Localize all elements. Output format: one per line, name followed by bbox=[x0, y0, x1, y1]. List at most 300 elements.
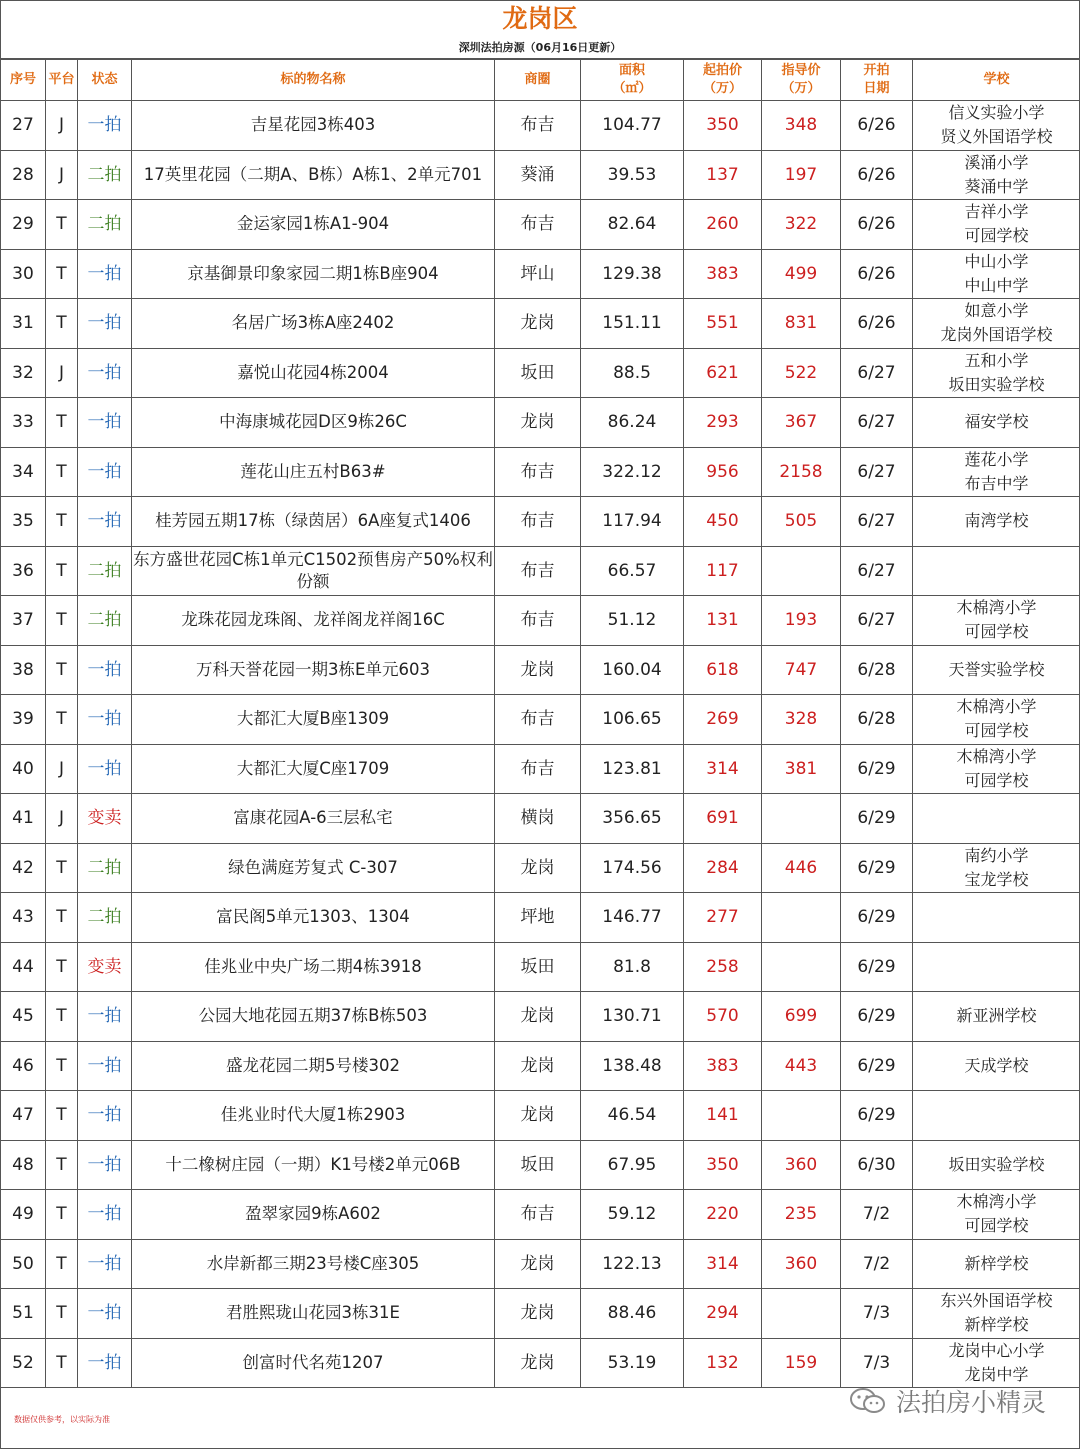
header-start-price: 起拍价 （万） bbox=[684, 60, 762, 101]
cell-date: 6/27 bbox=[841, 398, 913, 448]
cell-school: 中山小学 中山中学 bbox=[913, 249, 1080, 299]
watermark-text: 法拍房小精灵 bbox=[895, 1388, 1046, 1417]
cell-start-price: 220 bbox=[684, 1190, 762, 1240]
cell-status: 一拍 bbox=[78, 299, 132, 349]
cell-district: 龙岗 bbox=[495, 1338, 581, 1388]
cell-no: 42 bbox=[1, 843, 46, 893]
cell-status: 二拍 bbox=[78, 596, 132, 646]
frame-left bbox=[0, 0, 1, 1449]
cell-area: 123.81 bbox=[581, 744, 684, 794]
cell-name: 万科天誉花园一期3栋E单元603 bbox=[132, 645, 495, 695]
cell-platform: T bbox=[46, 992, 78, 1042]
table-row bbox=[1, 447, 1080, 497]
cell-no: 30 bbox=[1, 249, 46, 299]
cell-district: 布吉 bbox=[495, 695, 581, 745]
wechat-icon bbox=[848, 1386, 888, 1416]
header-area: 面积 （㎡） bbox=[581, 60, 684, 101]
sheet-header bbox=[0, 0, 1080, 59]
cell-name: 中海康城花园D区9栋26C bbox=[132, 398, 495, 448]
cell-start-price: 117 bbox=[684, 546, 762, 596]
cell-area: 106.65 bbox=[581, 695, 684, 745]
cell-school bbox=[913, 893, 1080, 943]
cell-school: 福安学校 bbox=[913, 398, 1080, 448]
header-district: 商圈 bbox=[495, 60, 581, 101]
cell-start-price: 618 bbox=[684, 645, 762, 695]
cell-guide-price: 522 bbox=[762, 348, 841, 398]
cell-no: 36 bbox=[1, 546, 46, 596]
cell-date: 6/29 bbox=[841, 992, 913, 1042]
cell-school: 天誉实验学校 bbox=[913, 645, 1080, 695]
cell-start-price: 277 bbox=[684, 893, 762, 943]
cell-area: 146.77 bbox=[581, 893, 684, 943]
cell-area: 104.77 bbox=[581, 101, 684, 151]
cell-guide-price: 360 bbox=[762, 1140, 841, 1190]
cell-status: 一拍 bbox=[78, 744, 132, 794]
cell-district: 坪地 bbox=[495, 893, 581, 943]
cell-name: 佳兆业时代大厦1栋2903 bbox=[132, 1091, 495, 1141]
cell-area: 88.46 bbox=[581, 1289, 684, 1339]
cell-start-price: 269 bbox=[684, 695, 762, 745]
cell-status: 一拍 bbox=[78, 249, 132, 299]
cell-start-price: 132 bbox=[684, 1338, 762, 1388]
cell-platform: T bbox=[46, 546, 78, 596]
cell-no: 32 bbox=[1, 348, 46, 398]
cell-guide-price: 699 bbox=[762, 992, 841, 1042]
cell-area: 174.56 bbox=[581, 843, 684, 893]
table-row bbox=[1, 348, 1080, 398]
cell-name: 创富时代名苑1207 bbox=[132, 1338, 495, 1388]
table-row bbox=[1, 299, 1080, 349]
cell-date: 6/29 bbox=[841, 744, 913, 794]
cell-platform: J bbox=[46, 150, 78, 200]
cell-district: 坂田 bbox=[495, 942, 581, 992]
table-row bbox=[1, 1289, 1080, 1339]
cell-school: 五和小学 坂田实验学校 bbox=[913, 348, 1080, 398]
cell-start-price: 258 bbox=[684, 942, 762, 992]
cell-status: 一拍 bbox=[78, 645, 132, 695]
cell-date: 6/27 bbox=[841, 596, 913, 646]
cell-district: 坂田 bbox=[495, 1140, 581, 1190]
cell-no: 40 bbox=[1, 744, 46, 794]
cell-school: 溪涌小学 葵涌中学 bbox=[913, 150, 1080, 200]
cell-guide-price: 348 bbox=[762, 101, 841, 151]
cell-no: 38 bbox=[1, 645, 46, 695]
cell-district: 龙岗 bbox=[495, 299, 581, 349]
cell-status: 一拍 bbox=[78, 1190, 132, 1240]
cell-status: 二拍 bbox=[78, 546, 132, 596]
cell-school bbox=[913, 546, 1080, 596]
cell-status: 一拍 bbox=[78, 497, 132, 547]
cell-no: 33 bbox=[1, 398, 46, 448]
cell-school: 莲花小学 布吉中学 bbox=[913, 447, 1080, 497]
cell-guide-price: 446 bbox=[762, 843, 841, 893]
cell-guide-price: 831 bbox=[762, 299, 841, 349]
table-row bbox=[1, 200, 1080, 250]
cell-name: 嘉悦山花园4栋2004 bbox=[132, 348, 495, 398]
cell-date: 6/26 bbox=[841, 249, 913, 299]
cell-platform: T bbox=[46, 249, 78, 299]
cell-school: 木棉湾小学 可园学校 bbox=[913, 596, 1080, 646]
cell-district: 龙岗 bbox=[495, 1289, 581, 1339]
table-row bbox=[1, 843, 1080, 893]
cell-date: 6/29 bbox=[841, 1091, 913, 1141]
cell-school: 南湾学校 bbox=[913, 497, 1080, 547]
cell-district: 龙岗 bbox=[495, 843, 581, 893]
page-title: 龙岗区 bbox=[502, 4, 578, 33]
cell-start-price: 350 bbox=[684, 1140, 762, 1190]
cell-area: 86.24 bbox=[581, 398, 684, 448]
cell-school: 龙岗中心小学 龙岗中学 bbox=[913, 1338, 1080, 1388]
cell-guide-price: 235 bbox=[762, 1190, 841, 1240]
table-row bbox=[1, 893, 1080, 943]
cell-platform: T bbox=[46, 1239, 78, 1289]
cell-platform: T bbox=[46, 695, 78, 745]
cell-district: 布吉 bbox=[495, 497, 581, 547]
table-row bbox=[1, 497, 1080, 547]
cell-platform: T bbox=[46, 497, 78, 547]
cell-status: 变卖 bbox=[78, 794, 132, 844]
table-row bbox=[1, 645, 1080, 695]
cell-guide-price: 159 bbox=[762, 1338, 841, 1388]
cell-start-price: 131 bbox=[684, 596, 762, 646]
cell-guide-price: 381 bbox=[762, 744, 841, 794]
cell-district: 龙岗 bbox=[495, 992, 581, 1042]
cell-start-price: 383 bbox=[684, 249, 762, 299]
cell-district: 龙岗 bbox=[495, 1091, 581, 1141]
cell-date: 6/27 bbox=[841, 348, 913, 398]
cell-name: 十二橡树庄园（一期）K1号楼2单元06B bbox=[132, 1140, 495, 1190]
cell-start-price: 293 bbox=[684, 398, 762, 448]
cell-name: 莲花山庄五村B63# bbox=[132, 447, 495, 497]
cell-no: 47 bbox=[1, 1091, 46, 1141]
cell-no: 29 bbox=[1, 200, 46, 250]
cell-guide-price bbox=[762, 794, 841, 844]
cell-school bbox=[913, 942, 1080, 992]
cell-name: 水岸新都三期23号楼C座305 bbox=[132, 1239, 495, 1289]
cell-area: 160.04 bbox=[581, 645, 684, 695]
table-row bbox=[1, 794, 1080, 844]
cell-status: 一拍 bbox=[78, 1289, 132, 1339]
cell-platform: T bbox=[46, 645, 78, 695]
cell-start-price: 284 bbox=[684, 843, 762, 893]
cell-guide-price bbox=[762, 1289, 841, 1339]
cell-start-price: 314 bbox=[684, 1239, 762, 1289]
cell-school bbox=[913, 794, 1080, 844]
cell-school: 坂田实验学校 bbox=[913, 1140, 1080, 1190]
cell-date: 6/27 bbox=[841, 546, 913, 596]
cell-no: 52 bbox=[1, 1338, 46, 1388]
cell-guide-price: 367 bbox=[762, 398, 841, 448]
cell-status: 二拍 bbox=[78, 200, 132, 250]
cell-platform: J bbox=[46, 794, 78, 844]
table-row bbox=[1, 992, 1080, 1042]
table-row bbox=[1, 1091, 1080, 1141]
cell-date: 7/2 bbox=[841, 1239, 913, 1289]
table-row bbox=[1, 249, 1080, 299]
cell-start-price: 551 bbox=[684, 299, 762, 349]
cell-name: 公园大地花园五期37栋B栋503 bbox=[132, 992, 495, 1042]
cell-guide-price bbox=[762, 1091, 841, 1141]
cell-platform: T bbox=[46, 1190, 78, 1240]
cell-no: 34 bbox=[1, 447, 46, 497]
cell-date: 6/29 bbox=[841, 1041, 913, 1091]
cell-status: 一拍 bbox=[78, 1140, 132, 1190]
table-row bbox=[1, 1239, 1080, 1289]
cell-area: 151.11 bbox=[581, 299, 684, 349]
cell-no: 35 bbox=[1, 497, 46, 547]
cell-guide-price bbox=[762, 942, 841, 992]
cell-start-price: 314 bbox=[684, 744, 762, 794]
cell-status: 一拍 bbox=[78, 348, 132, 398]
cell-school: 木棉湾小学 可园学校 bbox=[913, 1190, 1080, 1240]
cell-area: 88.5 bbox=[581, 348, 684, 398]
cell-status: 一拍 bbox=[78, 1091, 132, 1141]
cell-platform: T bbox=[46, 596, 78, 646]
cell-area: 129.38 bbox=[581, 249, 684, 299]
cell-no: 45 bbox=[1, 992, 46, 1042]
cell-district: 坂田 bbox=[495, 348, 581, 398]
cell-name: 京基御景印象家园二期1栋B座904 bbox=[132, 249, 495, 299]
cell-district: 龙岗 bbox=[495, 1239, 581, 1289]
cell-no: 27 bbox=[1, 101, 46, 151]
cell-guide-price: 443 bbox=[762, 1041, 841, 1091]
cell-name: 17英里花园（二期A、B栋）A栋1、2单元701 bbox=[132, 150, 495, 200]
cell-date: 7/2 bbox=[841, 1190, 913, 1240]
cell-start-price: 350 bbox=[684, 101, 762, 151]
cell-school: 信义实验小学 贤义外国语学校 bbox=[913, 101, 1080, 151]
cell-area: 51.12 bbox=[581, 596, 684, 646]
cell-district: 布吉 bbox=[495, 596, 581, 646]
cell-no: 49 bbox=[1, 1190, 46, 1240]
cell-date: 7/3 bbox=[841, 1289, 913, 1339]
cell-district: 龙岗 bbox=[495, 1041, 581, 1091]
table-row bbox=[1, 546, 1080, 596]
cell-date: 6/26 bbox=[841, 200, 913, 250]
cell-district: 横岗 bbox=[495, 794, 581, 844]
cell-date: 6/26 bbox=[841, 299, 913, 349]
cell-name: 富康花园A-6三层私宅 bbox=[132, 794, 495, 844]
cell-school: 新梓学校 bbox=[913, 1239, 1080, 1289]
cell-name: 盛龙花园二期5号楼302 bbox=[132, 1041, 495, 1091]
cell-district: 龙岗 bbox=[495, 645, 581, 695]
cell-area: 322.12 bbox=[581, 447, 684, 497]
cell-platform: T bbox=[46, 893, 78, 943]
header-platform: 平台 bbox=[46, 60, 78, 101]
cell-date: 6/26 bbox=[841, 101, 913, 151]
cell-name: 绿色满庭芳复式 C-307 bbox=[132, 843, 495, 893]
cell-date: 6/27 bbox=[841, 497, 913, 547]
table-row bbox=[1, 596, 1080, 646]
header-date: 开拍 日期 bbox=[841, 60, 913, 101]
cell-date: 6/30 bbox=[841, 1140, 913, 1190]
cell-date: 6/29 bbox=[841, 942, 913, 992]
cell-platform: T bbox=[46, 398, 78, 448]
cell-name: 大都汇大厦C座1709 bbox=[132, 744, 495, 794]
cell-status: 二拍 bbox=[78, 843, 132, 893]
cell-no: 39 bbox=[1, 695, 46, 745]
cell-guide-price: 360 bbox=[762, 1239, 841, 1289]
cell-platform: T bbox=[46, 1289, 78, 1339]
cell-area: 46.54 bbox=[581, 1091, 684, 1141]
cell-area: 356.65 bbox=[581, 794, 684, 844]
cell-district: 布吉 bbox=[495, 101, 581, 151]
cell-name: 龙珠花园龙珠阁、龙祥阁龙祥阁16C bbox=[132, 596, 495, 646]
cell-school bbox=[913, 1091, 1080, 1141]
cell-district: 布吉 bbox=[495, 1190, 581, 1240]
cell-platform: T bbox=[46, 447, 78, 497]
cell-area: 53.19 bbox=[581, 1338, 684, 1388]
cell-district: 葵涌 bbox=[495, 150, 581, 200]
cell-start-price: 956 bbox=[684, 447, 762, 497]
cell-area: 67.95 bbox=[581, 1140, 684, 1190]
cell-district: 布吉 bbox=[495, 447, 581, 497]
cell-name: 桂芳园五期17栋（绿茵居）6A座复式1406 bbox=[132, 497, 495, 547]
cell-school: 新亚洲学校 bbox=[913, 992, 1080, 1042]
cell-name: 吉星花园3栋403 bbox=[132, 101, 495, 151]
table-row bbox=[1, 1190, 1080, 1240]
cell-date: 6/29 bbox=[841, 794, 913, 844]
cell-platform: T bbox=[46, 942, 78, 992]
cell-platform: J bbox=[46, 101, 78, 151]
table-row bbox=[1, 150, 1080, 200]
cell-name: 盈翠家园9栋A602 bbox=[132, 1190, 495, 1240]
table-row bbox=[1, 101, 1080, 151]
cell-district: 布吉 bbox=[495, 546, 581, 596]
cell-school: 南约小学 宝龙学校 bbox=[913, 843, 1080, 893]
cell-name: 富民阁5单元1303、1304 bbox=[132, 893, 495, 943]
cell-start-price: 141 bbox=[684, 1091, 762, 1141]
cell-start-price: 260 bbox=[684, 200, 762, 250]
header-school: 学校 bbox=[913, 60, 1080, 101]
cell-date: 6/26 bbox=[841, 150, 913, 200]
cell-status: 变卖 bbox=[78, 942, 132, 992]
cell-date: 7/3 bbox=[841, 1338, 913, 1388]
cell-guide-price: 747 bbox=[762, 645, 841, 695]
cell-status: 一拍 bbox=[78, 1338, 132, 1388]
cell-date: 6/29 bbox=[841, 843, 913, 893]
cell-guide-price: 328 bbox=[762, 695, 841, 745]
cell-no: 46 bbox=[1, 1041, 46, 1091]
cell-no: 43 bbox=[1, 893, 46, 943]
cell-guide-price: 322 bbox=[762, 200, 841, 250]
cell-platform: T bbox=[46, 299, 78, 349]
cell-status: 一拍 bbox=[78, 1041, 132, 1091]
cell-start-price: 383 bbox=[684, 1041, 762, 1091]
cell-area: 59.12 bbox=[581, 1190, 684, 1240]
table-header-row bbox=[1, 60, 1080, 101]
cell-date: 6/28 bbox=[841, 695, 913, 745]
page-subtitle: 深圳法拍房源（06月16日更新） bbox=[458, 41, 622, 54]
cell-start-price: 294 bbox=[684, 1289, 762, 1339]
cell-status: 一拍 bbox=[78, 398, 132, 448]
table-row bbox=[1, 744, 1080, 794]
cell-start-price: 450 bbox=[684, 497, 762, 547]
cell-status: 一拍 bbox=[78, 992, 132, 1042]
cell-platform: T bbox=[46, 1041, 78, 1091]
cell-area: 66.57 bbox=[581, 546, 684, 596]
cell-status: 一拍 bbox=[78, 1239, 132, 1289]
cell-school: 木棉湾小学 可园学校 bbox=[913, 744, 1080, 794]
cell-district: 坪山 bbox=[495, 249, 581, 299]
cell-guide-price: 499 bbox=[762, 249, 841, 299]
cell-area: 81.8 bbox=[581, 942, 684, 992]
table-row bbox=[1, 1140, 1080, 1190]
cell-guide-price bbox=[762, 546, 841, 596]
cell-area: 39.53 bbox=[581, 150, 684, 200]
cell-date: 6/29 bbox=[841, 893, 913, 943]
header-name: 标的物名称 bbox=[132, 60, 495, 101]
cell-guide-price: 2158 bbox=[762, 447, 841, 497]
cell-school: 天成学校 bbox=[913, 1041, 1080, 1091]
cell-area: 82.64 bbox=[581, 200, 684, 250]
cell-area: 130.71 bbox=[581, 992, 684, 1042]
cell-no: 44 bbox=[1, 942, 46, 992]
cell-school: 吉祥小学 可园学校 bbox=[913, 200, 1080, 250]
header-no: 序号 bbox=[1, 60, 46, 101]
table-row bbox=[1, 1338, 1080, 1388]
cell-school: 东兴外国语学校 新梓学校 bbox=[913, 1289, 1080, 1339]
cell-platform: J bbox=[46, 744, 78, 794]
cell-guide-price: 197 bbox=[762, 150, 841, 200]
cell-name: 金运家园1栋A1-904 bbox=[132, 200, 495, 250]
listing-table bbox=[0, 59, 1080, 1388]
cell-start-price: 570 bbox=[684, 992, 762, 1042]
cell-district: 龙岗 bbox=[495, 398, 581, 448]
cell-name: 君胜熙珑山花园3栋31E bbox=[132, 1289, 495, 1339]
cell-platform: J bbox=[46, 348, 78, 398]
cell-status: 二拍 bbox=[78, 150, 132, 200]
cell-area: 122.13 bbox=[581, 1239, 684, 1289]
table-row bbox=[1, 1041, 1080, 1091]
cell-guide-price: 193 bbox=[762, 596, 841, 646]
cell-name: 佳兆业中央广场二期4栋3918 bbox=[132, 942, 495, 992]
cell-platform: T bbox=[46, 1140, 78, 1190]
header-guide-price: 指导价 （万） bbox=[762, 60, 841, 101]
cell-name: 东方盛世花园C栋1单元C1502预售房产50%权利份额 bbox=[132, 546, 495, 596]
cell-name: 大都汇大厦B座1309 bbox=[132, 695, 495, 745]
table-row bbox=[1, 695, 1080, 745]
cell-district: 布吉 bbox=[495, 744, 581, 794]
header-status: 状态 bbox=[78, 60, 132, 101]
watermark bbox=[848, 1383, 1046, 1419]
cell-start-price: 621 bbox=[684, 348, 762, 398]
cell-date: 6/28 bbox=[841, 645, 913, 695]
table-row bbox=[1, 942, 1080, 992]
cell-school: 如意小学 龙岗外国语学校 bbox=[913, 299, 1080, 349]
cell-school: 木棉湾小学 可园学校 bbox=[913, 695, 1080, 745]
cell-date: 6/27 bbox=[841, 447, 913, 497]
cell-guide-price bbox=[762, 893, 841, 943]
cell-no: 31 bbox=[1, 299, 46, 349]
cell-no: 50 bbox=[1, 1239, 46, 1289]
cell-start-price: 137 bbox=[684, 150, 762, 200]
cell-district: 布吉 bbox=[495, 200, 581, 250]
cell-status: 二拍 bbox=[78, 893, 132, 943]
cell-no: 51 bbox=[1, 1289, 46, 1339]
cell-platform: T bbox=[46, 200, 78, 250]
cell-name: 名居广场3栋A座2402 bbox=[132, 299, 495, 349]
cell-status: 一拍 bbox=[78, 101, 132, 151]
disclaimer-note: 数据仅供参考，以实际为准 bbox=[14, 1415, 110, 1424]
cell-status: 一拍 bbox=[78, 695, 132, 745]
cell-guide-price: 505 bbox=[762, 497, 841, 547]
cell-no: 28 bbox=[1, 150, 46, 200]
cell-no: 48 bbox=[1, 1140, 46, 1190]
cell-area: 117.94 bbox=[581, 497, 684, 547]
cell-start-price: 691 bbox=[684, 794, 762, 844]
cell-status: 一拍 bbox=[78, 447, 132, 497]
cell-area: 138.48 bbox=[581, 1041, 684, 1091]
